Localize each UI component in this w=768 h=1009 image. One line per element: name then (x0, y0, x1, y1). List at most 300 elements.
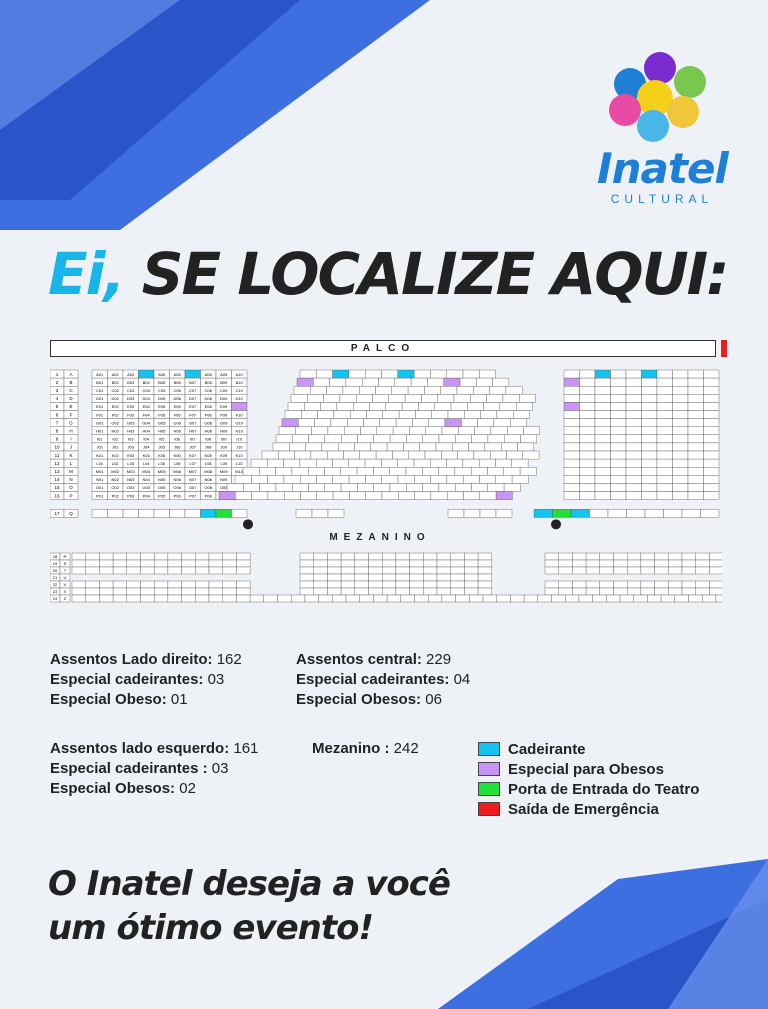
page-title (48, 240, 727, 308)
seat (301, 492, 317, 500)
seat (99, 595, 113, 602)
seat (331, 419, 347, 427)
seat (709, 581, 722, 588)
seat-label: M08 (204, 469, 213, 474)
seat (430, 459, 446, 467)
seat (376, 451, 392, 459)
seat (611, 443, 627, 451)
seat-label: E04 (142, 404, 150, 410)
seat (564, 451, 580, 459)
seat (688, 394, 704, 402)
seat (642, 483, 658, 491)
seat (516, 402, 532, 410)
stat-label: Assentos lado esquerdo: (50, 740, 230, 757)
seat (552, 595, 566, 602)
seat (696, 567, 710, 574)
seat (455, 483, 471, 491)
seat (559, 588, 573, 595)
seat-label: K06 (173, 452, 181, 458)
seat (580, 451, 596, 459)
seat (626, 459, 642, 467)
seat (564, 394, 580, 402)
row-letter-text: U (63, 575, 67, 580)
seat (366, 492, 382, 500)
seat (353, 402, 369, 410)
seat (657, 386, 673, 394)
row-number-text: 23 (52, 589, 58, 594)
row-letter-text: E (69, 404, 73, 410)
seat (316, 370, 332, 378)
seat (688, 459, 704, 467)
seat (364, 419, 380, 427)
legend-label: Saída de Emergência (508, 800, 659, 818)
seat-label: G01 (95, 420, 104, 426)
seat (447, 475, 463, 483)
seat-label: K03 (127, 452, 135, 458)
seat (688, 411, 704, 419)
closing-message (48, 862, 450, 950)
seat (168, 553, 182, 560)
seat (86, 567, 100, 574)
seat (108, 509, 124, 517)
row-number-text: 6 (55, 412, 59, 418)
seat (444, 378, 460, 386)
seat (334, 411, 350, 419)
seat (374, 483, 390, 491)
seat (600, 567, 614, 574)
seat (504, 467, 520, 475)
seat (408, 386, 424, 394)
seat (503, 394, 519, 402)
seat (86, 553, 100, 560)
seat (500, 402, 516, 410)
seat-label: P04 (142, 493, 150, 499)
seat (292, 435, 308, 443)
seat (657, 443, 673, 451)
seat (655, 581, 669, 588)
seat (92, 509, 108, 517)
seat (300, 475, 316, 483)
row-number-text: 14 (54, 477, 60, 483)
seat-label: D07 (189, 396, 197, 402)
seat (236, 588, 250, 595)
seat (346, 595, 360, 602)
seat (512, 475, 528, 483)
seat (284, 475, 300, 483)
seat (614, 553, 628, 560)
seat-label: G09 (219, 420, 228, 426)
seat (510, 595, 524, 602)
seat (642, 467, 658, 475)
seat-label: O07 (188, 485, 197, 491)
seat (216, 509, 232, 517)
seat (463, 459, 479, 467)
seat-label: B10 (235, 379, 243, 385)
seat (235, 492, 251, 500)
seat-label: C06 (173, 388, 181, 393)
seat (332, 595, 346, 602)
seat (704, 411, 720, 419)
seat (236, 560, 250, 567)
row-letter-text: H (69, 428, 73, 434)
seat (317, 475, 333, 483)
seat-label: H09 (220, 428, 228, 434)
seat (236, 567, 250, 574)
seat (393, 427, 409, 435)
seat (479, 459, 495, 467)
seat (682, 588, 696, 595)
row-number-text: 18 (52, 554, 58, 559)
seat (410, 553, 424, 560)
seat (458, 427, 474, 435)
seat (657, 419, 673, 427)
seat (291, 595, 305, 602)
seat-label: G02 (111, 420, 119, 426)
seat (559, 567, 573, 574)
seat (608, 509, 627, 517)
seat (195, 595, 209, 602)
seat (507, 427, 523, 435)
seat (333, 475, 349, 483)
seat-label: A05 (158, 371, 166, 377)
seat (154, 567, 168, 574)
seat (412, 419, 428, 427)
seat (418, 402, 434, 410)
seat (296, 509, 312, 517)
seat (524, 595, 538, 602)
seat (410, 588, 424, 595)
seat (437, 553, 451, 560)
seat-label: K09 (220, 452, 228, 458)
seat (99, 588, 113, 595)
seat (595, 492, 611, 500)
seat (657, 459, 673, 467)
seat (396, 560, 410, 567)
seat (333, 492, 349, 500)
seat (406, 435, 422, 443)
seat (251, 459, 267, 467)
seat (626, 427, 642, 435)
seat (600, 553, 614, 560)
seat (99, 553, 113, 560)
seat (611, 370, 627, 378)
seat (382, 588, 396, 595)
seat (279, 427, 295, 435)
seat (704, 427, 720, 435)
seat (432, 411, 448, 419)
seat (626, 370, 642, 378)
seat-label: A10 (235, 371, 243, 377)
seat-label: C04 (142, 388, 150, 393)
seat (420, 443, 436, 451)
seat-label: E06 (173, 404, 181, 410)
seat (300, 588, 314, 595)
seat-label: E08 (204, 404, 212, 410)
seat (682, 567, 696, 574)
seat (506, 386, 522, 394)
seat (673, 475, 689, 483)
seat (310, 386, 326, 394)
seat (357, 467, 373, 475)
seat (276, 435, 292, 443)
seat (333, 459, 349, 467)
seat (611, 411, 627, 419)
seat-label: M01 (95, 469, 104, 474)
seat-label: J09 (220, 444, 227, 450)
seat (415, 595, 429, 602)
seat (374, 435, 390, 443)
seat (327, 574, 341, 581)
seat (580, 475, 596, 483)
seat (341, 553, 355, 560)
seat (437, 581, 451, 588)
seat (325, 435, 341, 443)
seat (72, 553, 86, 560)
stat-value: 02 (179, 780, 196, 797)
seat-label: F09 (220, 412, 228, 418)
seat (657, 402, 673, 410)
seat-label: D09 (220, 396, 228, 402)
seat (291, 394, 307, 402)
seat (154, 553, 168, 560)
seat-label: D05 (158, 396, 166, 402)
seat (657, 378, 673, 386)
seat (168, 581, 182, 588)
seat (614, 560, 628, 567)
seat (524, 427, 540, 435)
seat (611, 492, 627, 500)
seat (398, 459, 414, 467)
seat (480, 492, 496, 500)
seat (673, 459, 689, 467)
seat (195, 560, 209, 567)
seat (696, 560, 710, 567)
seat (657, 411, 673, 419)
seat (451, 574, 465, 581)
seat (236, 581, 250, 588)
seat-label: L07 (189, 460, 197, 466)
legend-item (478, 759, 699, 779)
seat (235, 475, 251, 483)
seat (704, 492, 720, 500)
seat-label: D06 (173, 396, 181, 402)
seat (564, 467, 580, 475)
seat-label: K10 (235, 452, 243, 458)
seat-label: C07 (189, 388, 197, 393)
seat (367, 411, 383, 419)
stat-value: 04 (453, 671, 471, 688)
seat (491, 427, 507, 435)
seat (154, 581, 168, 588)
seat (341, 483, 357, 491)
seat (406, 483, 422, 491)
seat (507, 451, 523, 459)
seat (704, 386, 720, 394)
stat-label: Especial cadeirantes : (50, 760, 208, 777)
seat-label: N08 (204, 477, 212, 483)
seat-label: G10 (235, 420, 243, 426)
seat (586, 560, 600, 567)
seat-label: A01 (96, 371, 104, 377)
seat (595, 386, 611, 394)
seat-label: J06 (173, 444, 181, 450)
seat (396, 588, 410, 595)
seat-label: I03 (127, 436, 134, 442)
seat (673, 483, 689, 491)
seat (309, 435, 325, 443)
seat (357, 483, 373, 491)
seat (464, 492, 480, 500)
seat-label: G07 (188, 420, 197, 426)
seat (571, 509, 590, 517)
seat (236, 553, 250, 560)
seat (398, 475, 414, 483)
seat-label: C09 (220, 388, 228, 393)
seat (327, 567, 341, 574)
seat (415, 492, 431, 500)
seat (682, 553, 696, 560)
seat-label: B02 (111, 379, 119, 385)
seat (386, 402, 402, 410)
seat (545, 553, 559, 560)
seat (379, 378, 395, 386)
seat (510, 419, 526, 427)
seat (314, 588, 328, 595)
seat (382, 553, 396, 560)
seat (497, 595, 511, 602)
seat (314, 581, 328, 588)
seat-label: H05 (158, 428, 166, 434)
seat (382, 475, 398, 483)
seat (627, 567, 641, 574)
stats-left-side (50, 739, 258, 799)
seat (251, 475, 267, 483)
seat (688, 370, 704, 378)
seat (355, 581, 369, 588)
seat (340, 394, 356, 402)
seat (580, 394, 596, 402)
seat (300, 560, 314, 567)
seat (595, 435, 611, 443)
seat-label: B04 (142, 379, 150, 385)
row-number-text: 5 (55, 404, 59, 410)
seat-label: G05 (157, 420, 166, 426)
seat (668, 560, 682, 567)
seat (688, 378, 704, 386)
seat-label: D10 (235, 396, 243, 402)
seat (494, 419, 510, 427)
seat (626, 419, 642, 427)
seat (464, 567, 478, 574)
seat (438, 394, 454, 402)
seat (359, 386, 375, 394)
seat (611, 394, 627, 402)
seat (442, 427, 458, 435)
seat (355, 574, 369, 581)
seat-label: P08 (204, 493, 212, 499)
row-letter-text: G (69, 420, 73, 426)
seat (318, 411, 334, 419)
seat-label: H02 (111, 428, 119, 434)
seat-label: F05 (158, 412, 166, 418)
seat-label: O02 (111, 485, 119, 491)
seat (559, 560, 573, 567)
seat (641, 567, 655, 574)
seat (304, 402, 320, 410)
seat (316, 459, 332, 467)
seat (564, 483, 580, 491)
stat-value: 01 (170, 691, 188, 708)
row-number-text: 24 (52, 596, 58, 601)
seat-label: I04 (143, 436, 149, 442)
seat (437, 567, 451, 574)
seat (350, 411, 366, 419)
seat (86, 595, 100, 602)
seat (626, 394, 642, 402)
seat-label: P03 (127, 493, 135, 499)
seat-label: K08 (204, 452, 212, 458)
seat-label: O08 (204, 485, 212, 491)
seat (232, 509, 248, 517)
seat (182, 595, 196, 602)
seat (682, 581, 696, 588)
seat (168, 560, 182, 567)
seat-label: B05 (158, 379, 166, 385)
seat (467, 402, 483, 410)
seat (478, 567, 492, 574)
seat-label: E05 (158, 404, 166, 410)
seat (626, 386, 642, 394)
seat (478, 574, 492, 581)
seat (219, 492, 235, 500)
row-number-text: 17 (54, 511, 60, 517)
seat-label: M09 (219, 469, 228, 474)
stat-label: Assentos central: (296, 651, 422, 668)
seat (464, 560, 478, 567)
seat (435, 402, 451, 410)
seat (227, 483, 243, 491)
seat (383, 411, 399, 419)
seat (614, 581, 628, 588)
seat (373, 394, 389, 402)
seat (260, 483, 276, 491)
row-letter-text: F (69, 412, 73, 418)
seat (422, 467, 438, 475)
seat (252, 492, 268, 500)
seat (209, 588, 223, 595)
seat (627, 553, 641, 560)
seat-label: L04 (142, 460, 150, 466)
seat-label: I08 (205, 436, 211, 442)
seat (595, 443, 611, 451)
row-number-text: 19 (52, 561, 58, 566)
seat (496, 475, 512, 483)
seat (657, 435, 673, 443)
seat (472, 483, 488, 491)
seat (688, 427, 704, 435)
seat (223, 560, 237, 567)
seat (127, 581, 141, 588)
seat-label: L01 (96, 460, 104, 466)
legend-label: Especial para Obesos (508, 760, 664, 778)
seat (668, 588, 682, 595)
row-letter-text: P (69, 493, 73, 499)
seat (447, 370, 463, 378)
seat-label: L08 (204, 460, 212, 466)
seat-label: F02 (111, 412, 119, 418)
row-letter-text: J (69, 444, 73, 450)
seat (682, 509, 701, 517)
